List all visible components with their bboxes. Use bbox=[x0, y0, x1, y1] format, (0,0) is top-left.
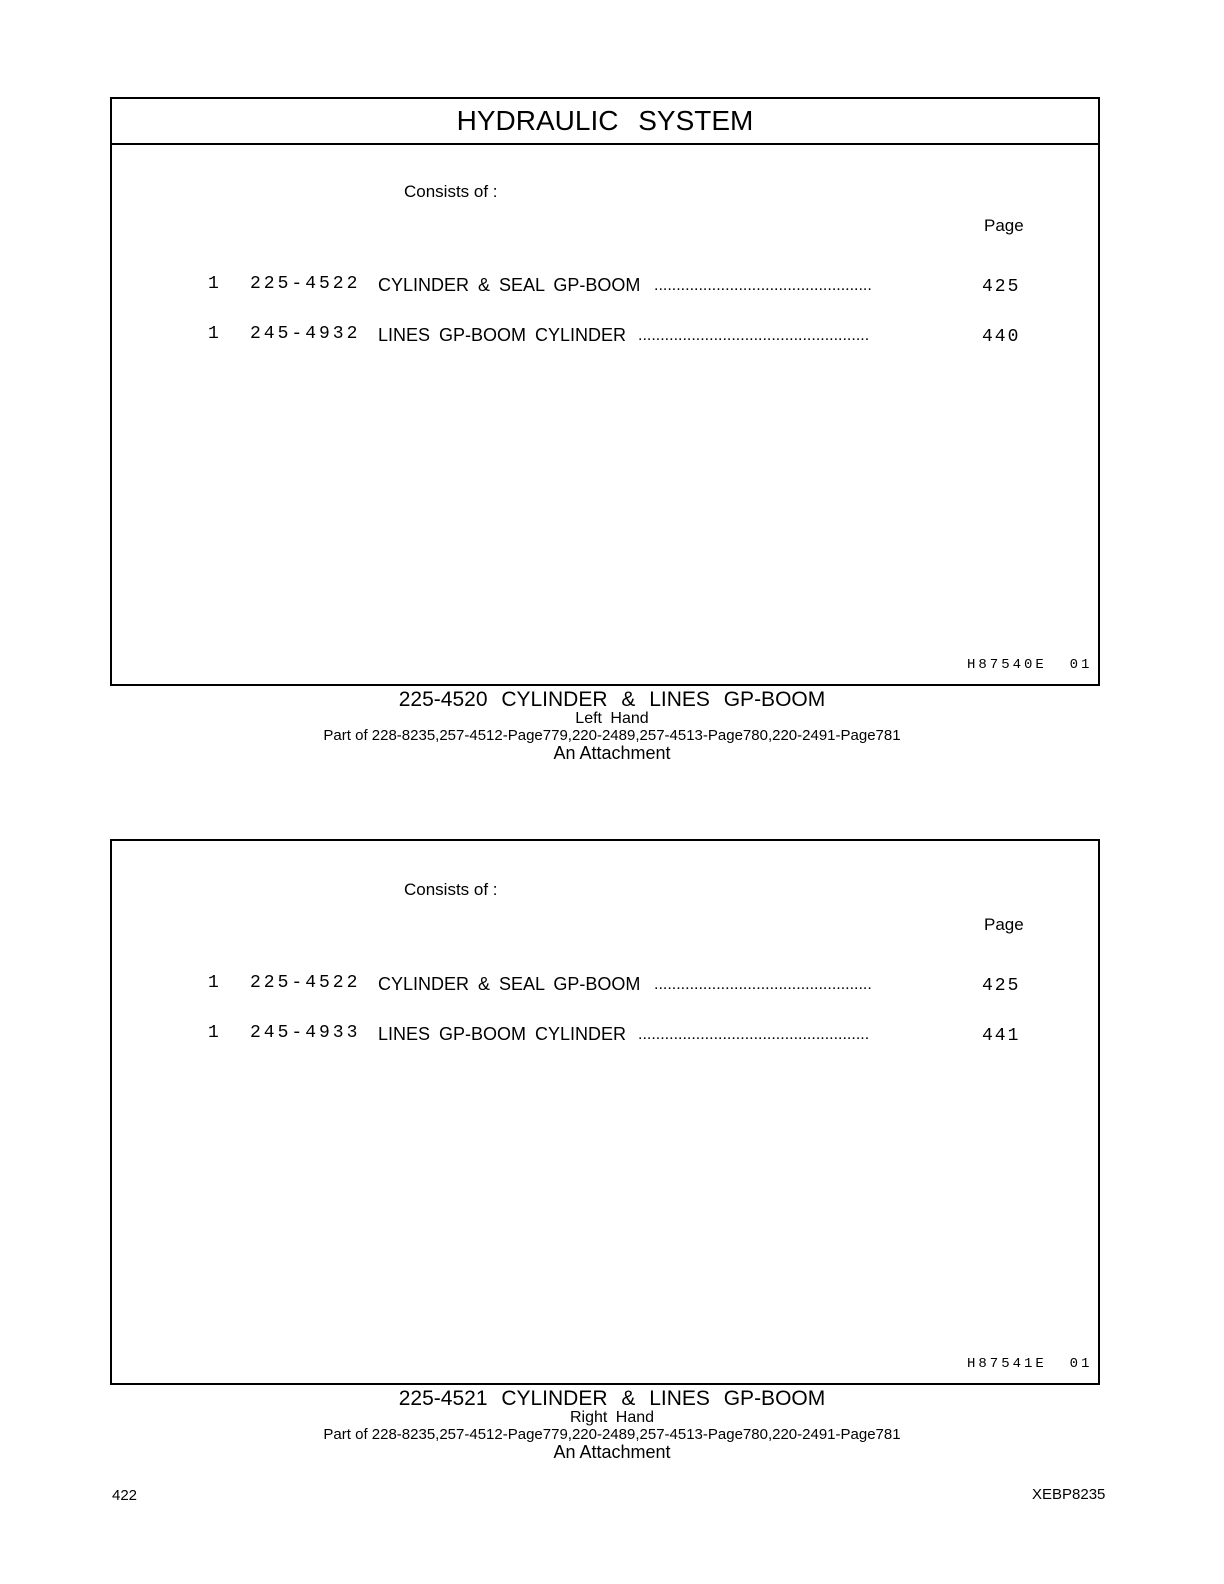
quantity: 1 bbox=[208, 1023, 219, 1043]
caption-part-of: Part of 228-8235,257-4512-Page779,220-2489,257-4513-Page780,220-2491-Page781 bbox=[323, 727, 901, 744]
section-title: HYDRAULIC SYSTEM bbox=[112, 99, 1098, 145]
page-number: 422 bbox=[112, 1487, 138, 1504]
dot-leader: .................................................... bbox=[638, 327, 870, 344]
part-number: 225-4522 bbox=[250, 973, 361, 993]
part-number: 225-4522 bbox=[250, 274, 361, 294]
part-description: LINES GP-BOOM CYLINDER bbox=[378, 325, 627, 345]
page-column-header: Page bbox=[984, 216, 1024, 235]
panel-caption-left-hand bbox=[0, 688, 1224, 763]
panel-caption-right-hand bbox=[0, 1387, 1224, 1462]
illustration-code: H87541E 01 bbox=[967, 1356, 1093, 1372]
quantity: 1 bbox=[208, 274, 219, 294]
dot-leader: .................................................... bbox=[638, 1026, 870, 1043]
part-description: CYLINDER & SEAL GP-BOOM bbox=[378, 275, 641, 295]
caption-attachment: An Attachment bbox=[553, 1442, 671, 1462]
page-reference: 425 bbox=[982, 976, 1021, 996]
consists-of-label: Consists of : bbox=[404, 880, 498, 899]
part-number: 245-4933 bbox=[250, 1023, 361, 1043]
parts-panel-left-hand bbox=[110, 97, 1100, 686]
caption-title: 225-4521 CYLINDER & LINES GP-BOOM bbox=[398, 1387, 826, 1410]
part-number: 245-4932 bbox=[250, 324, 361, 344]
page-column-header: Page bbox=[984, 915, 1024, 934]
illustration-code: H87540E 01 bbox=[967, 657, 1093, 673]
document-id: XEBP8235 bbox=[1032, 1486, 1106, 1503]
dot-leader: ................................................. bbox=[654, 976, 872, 993]
caption-title: 225-4520 CYLINDER & LINES GP-BOOM bbox=[398, 688, 826, 711]
parts-panel-right-hand bbox=[110, 839, 1100, 1385]
part-description: CYLINDER & SEAL GP-BOOM bbox=[378, 974, 641, 994]
quantity: 1 bbox=[208, 973, 219, 993]
part-description: LINES GP-BOOM CYLINDER bbox=[378, 1024, 627, 1044]
caption-attachment: An Attachment bbox=[553, 743, 671, 763]
page-reference: 440 bbox=[982, 327, 1021, 347]
page-reference: 441 bbox=[982, 1026, 1021, 1046]
caption-subtitle: Right Hand bbox=[569, 1409, 655, 1426]
caption-part-of: Part of 228-8235,257-4512-Page779,220-2489,257-4513-Page780,220-2491-Page781 bbox=[323, 1426, 901, 1443]
consists-of-label: Consists of : bbox=[404, 182, 498, 201]
dot-leader: ................................................. bbox=[654, 277, 872, 294]
page-reference: 425 bbox=[982, 277, 1021, 297]
quantity: 1 bbox=[208, 324, 219, 344]
caption-subtitle: Left Hand bbox=[575, 710, 649, 727]
